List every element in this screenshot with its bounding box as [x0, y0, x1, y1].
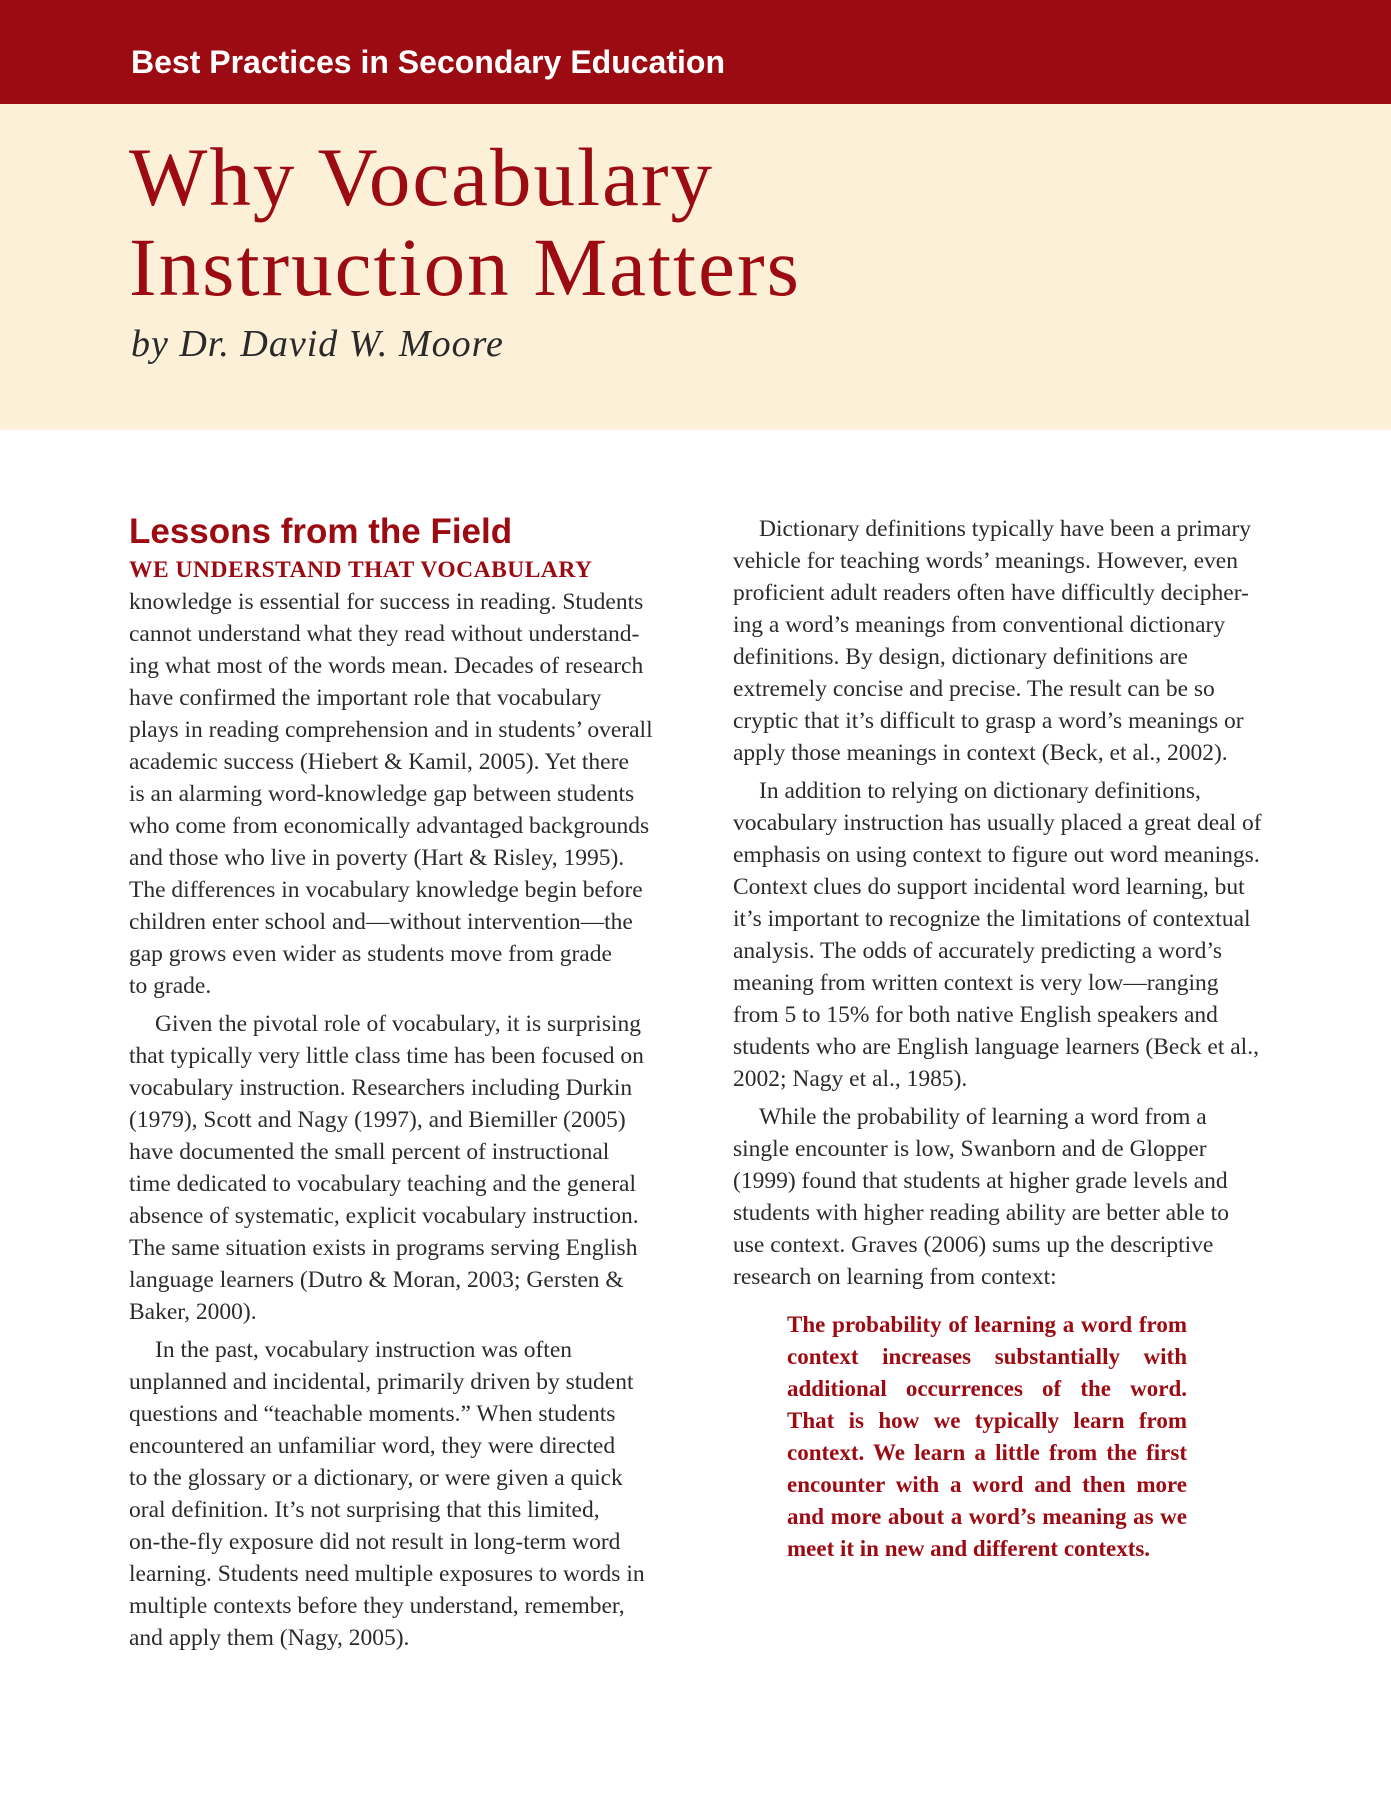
paragraph — [733, 513, 1283, 769]
text-line: Context clues do support incidental word learning, but — [733, 874, 1245, 900]
text-line: While the probability of learning a word from a — [759, 1104, 1207, 1130]
quote-line: context. We learn a little from the first — [787, 1440, 1187, 1465]
text-line: on-the-fly exposure did not result in long-term word — [129, 1529, 621, 1555]
paragraph — [129, 554, 674, 1002]
text-line: analysis. The odds of accurately predicting a word’s — [733, 938, 1223, 964]
text-line: that typically very little class time has been focused on — [129, 1043, 644, 1069]
series-title: Best Practices in Secondary Education — [131, 44, 725, 80]
left-column — [129, 510, 674, 1660]
text-line: meaning from written context is very low—ranging — [733, 970, 1219, 996]
text-line: to grade. — [129, 973, 212, 999]
text-line: ing a word’s meanings from conventional dictionary — [733, 612, 1226, 638]
text-line: academic success (Hiebert & Kamil, 2005). Yet there — [129, 749, 629, 775]
text-line: cannot understand what they read without understand- — [129, 621, 640, 647]
text-line: (1999) found that students at higher grade levels and — [733, 1168, 1228, 1194]
text-line: to the glossary or a dictionary, or were given a quick — [129, 1465, 623, 1491]
text-line: (1979), Scott and Nagy (1997), and Biemiller (2005) — [129, 1107, 626, 1133]
right-column — [733, 513, 1283, 1299]
text-line: is an alarming word-knowledge gap between students — [129, 781, 635, 807]
text-line: vocabulary instruction. Researchers including Durkin — [129, 1075, 633, 1101]
quote-line: encounter with a word and then more — [787, 1472, 1187, 1497]
text-line: 2002; Nagy et al., 1985). — [733, 1066, 968, 1092]
article-title-line-1: Why Vocabulary — [129, 131, 715, 223]
text-line: and apply them (Nagy, 2005). — [129, 1625, 410, 1651]
article-title — [129, 132, 801, 312]
text-line: who come from economically advantaged backgrounds — [129, 813, 650, 839]
text-line: students with higher reading ability are better able to — [733, 1200, 1229, 1226]
text-line: In the past, vocabulary instruction was often — [155, 1337, 573, 1363]
text-line: and those who live in poverty (Hart & Risley, 1995). — [129, 845, 625, 871]
text-line: In addition to relying on dictionary definitions, — [759, 778, 1201, 804]
text-line: have confirmed the important role that vocabulary — [129, 685, 602, 711]
lead-in-caps: WE UNDERSTAND THAT VOCABULARY — [129, 557, 593, 583]
quote-line: meet it in new and different contexts. — [787, 1536, 1151, 1561]
text-line: single encounter is low, Swanborn and de Glopper — [733, 1136, 1207, 1162]
text-line: use context. Graves (2006) sums up the descriptive — [733, 1232, 1214, 1258]
quote-line: That is how we typically learn from — [787, 1408, 1187, 1433]
text-line: learning. Students need multiple exposures to words in — [129, 1561, 645, 1587]
quote-line: The probability of learning a word from — [787, 1312, 1187, 1337]
text-line: extremely concise and precise. The result can be so — [733, 676, 1215, 702]
pull-quote — [787, 1309, 1187, 1565]
byline: by Dr. David W. Moore — [131, 323, 504, 365]
text-line: Dictionary definitions typically have been a primary — [759, 516, 1252, 542]
text-line: children enter school and—without intervention—the — [129, 909, 633, 935]
text-line: knowledge is essential for success in reading. Students — [129, 589, 644, 615]
paragraph — [129, 1334, 674, 1654]
text-line: it’s important to recognize the limitations of contextual — [733, 906, 1251, 932]
text-line: language learners (Dutro & Moran, 2003; Gersten & — [129, 1267, 624, 1293]
article-title-line-2: Instruction Matters — [129, 221, 801, 313]
text-line: definitions. By design, dictionary definitions are — [733, 644, 1188, 670]
text-line: multiple contexts before they understand, remember, — [129, 1593, 625, 1619]
text-line: oral definition. It’s not surprising that this limited, — [129, 1497, 600, 1523]
text-line: time dedicated to vocabulary teaching and the general — [129, 1171, 636, 1197]
text-line: questions and “teachable moments.” When students — [129, 1401, 616, 1427]
text-line: students who are English language learners (Beck et al., — [733, 1034, 1259, 1060]
quote-line: additional occurrences of the word. — [787, 1376, 1187, 1401]
text-line: apply those meanings in context (Beck, et al., 2002). — [733, 740, 1228, 766]
paragraph — [733, 1101, 1283, 1293]
text-line: proficient adult readers often have difficultly decipher- — [733, 580, 1249, 606]
paragraph — [129, 1008, 674, 1328]
text-line: The differences in vocabulary knowledge begin before — [129, 877, 643, 903]
text-line: have documented the small percent of instructional — [129, 1139, 610, 1165]
text-line: cryptic that it’s difficult to grasp a word’s meanings or — [733, 708, 1244, 734]
paragraph — [733, 775, 1283, 1095]
quote-line: and more about a word’s meaning as we — [787, 1504, 1187, 1529]
text-line: Given the pivotal role of vocabulary, it is surprising — [155, 1011, 641, 1037]
text-line: absence of systematic, explicit vocabulary instruction. — [129, 1203, 639, 1229]
text-line: gap grows even wider as students move from grade — [129, 941, 612, 967]
text-line: unplanned and incidental, primarily driven by student — [129, 1369, 634, 1395]
text-line: vocabulary instruction has usually placed a great deal of — [733, 810, 1262, 836]
text-line: plays in reading comprehension and in students’ overall — [129, 717, 653, 743]
quote-line: context increases substantially with — [787, 1344, 1187, 1369]
section-heading: Lessons from the Field — [129, 512, 513, 551]
text-line: from 5 to 15% for both native English speakers and — [733, 1002, 1218, 1028]
text-line: encountered an unfamiliar word, they were directed — [129, 1433, 616, 1459]
text-line: vehicle for teaching words’ meanings. However, even — [733, 548, 1238, 574]
text-line: ing what most of the words mean. Decades of research — [129, 653, 644, 679]
text-line: The same situation exists in programs serving English — [129, 1235, 638, 1261]
text-line: research on learning from context: — [733, 1264, 1057, 1290]
text-line: emphasis on using context to figure out word meanings. — [733, 842, 1260, 868]
text-line: Baker, 2000). — [129, 1299, 257, 1325]
